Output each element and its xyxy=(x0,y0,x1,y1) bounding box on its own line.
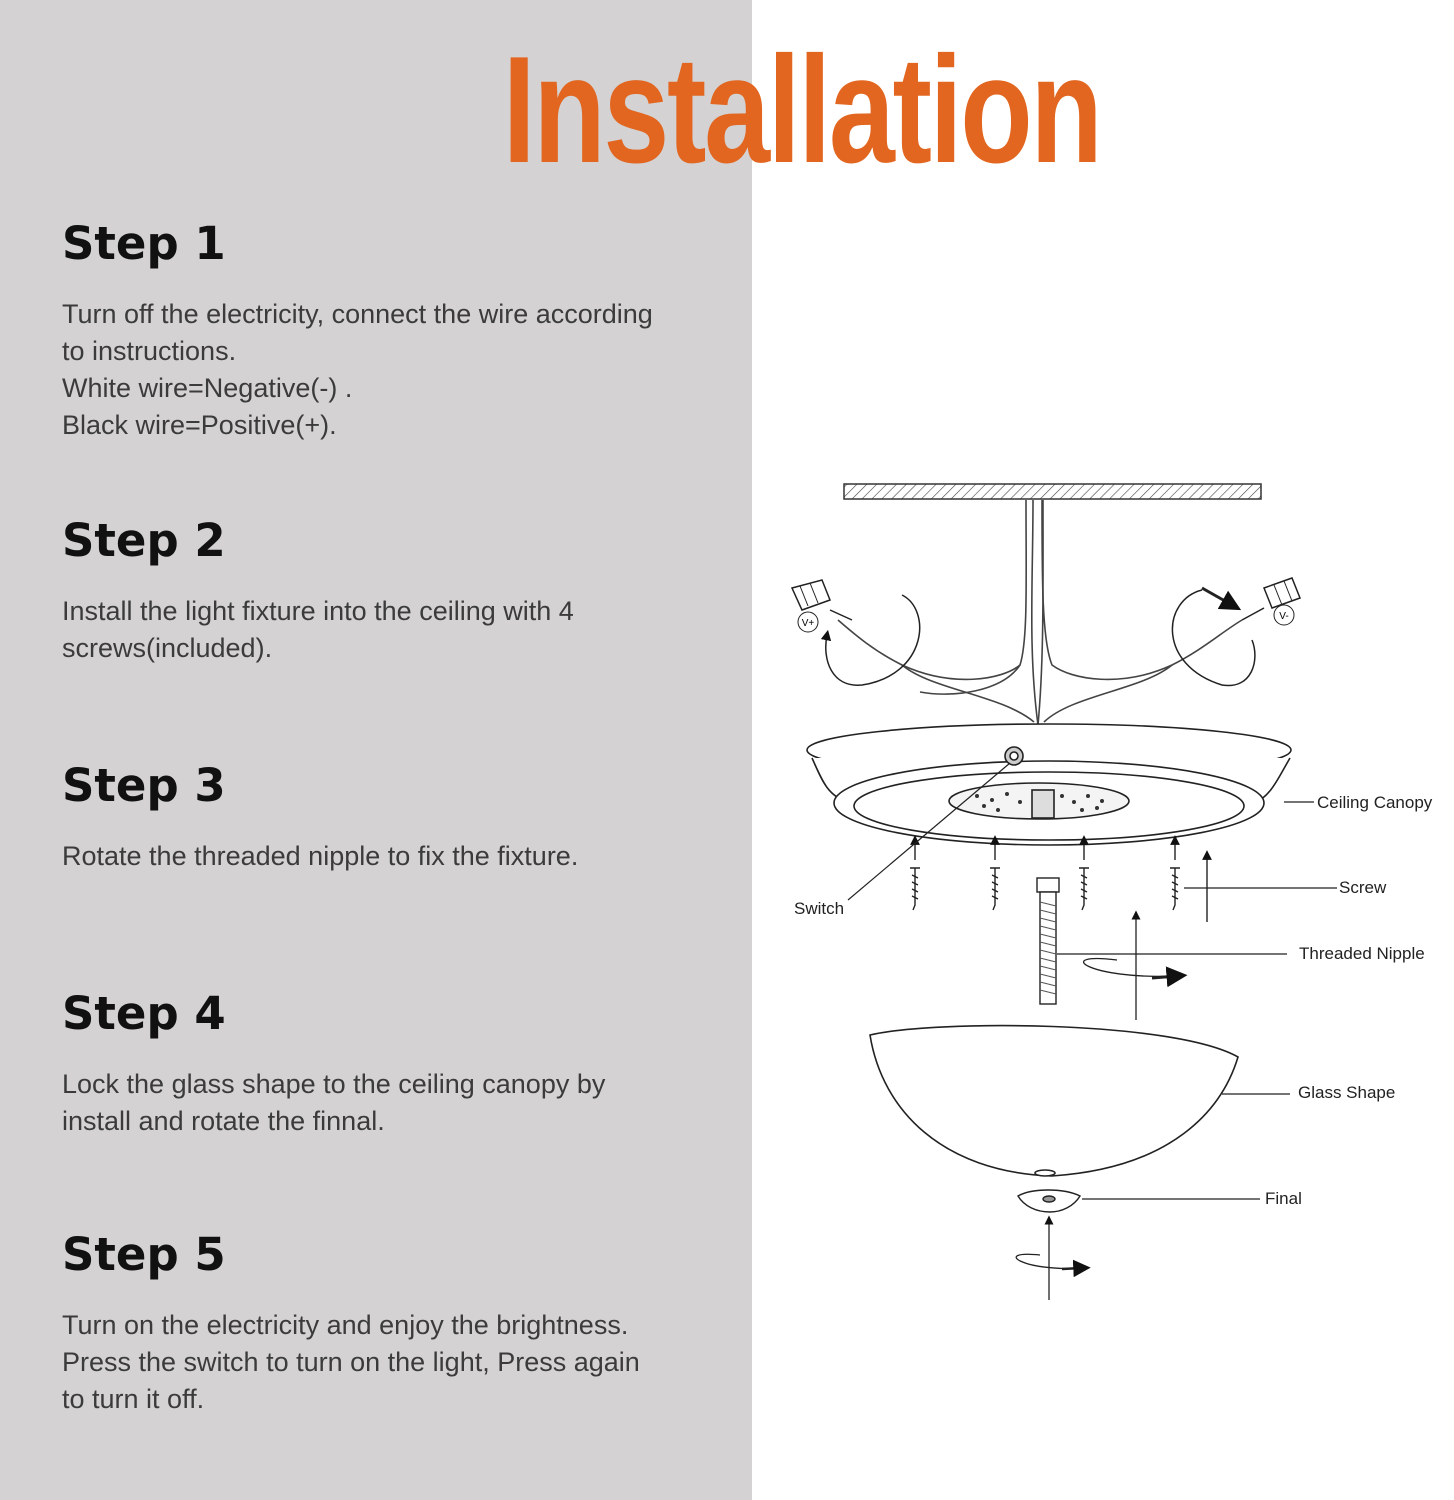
step-line: to turn it off. xyxy=(62,1384,205,1414)
step-title: Step 3 xyxy=(62,759,226,812)
step-description xyxy=(62,1307,742,1418)
final-rotate-arrow xyxy=(1016,1220,1082,1300)
step-title: Step 4 xyxy=(62,987,226,1040)
label-threaded-nipple: Threaded Nipple xyxy=(1299,944,1425,963)
step-line: screws(included). xyxy=(62,633,273,663)
step-description xyxy=(62,593,742,667)
step-2 xyxy=(62,515,742,667)
ceiling-canopy xyxy=(807,724,1291,845)
label-screw: Screw xyxy=(1339,878,1387,897)
label-ceiling-canopy: Ceiling Canopy xyxy=(1317,793,1433,812)
step-description xyxy=(62,296,742,444)
v-plus-label: V+ xyxy=(801,618,815,629)
v-minus-label: V- xyxy=(1279,611,1289,622)
wires xyxy=(838,500,1242,725)
step-line: Black wire=Positive(+). xyxy=(62,410,337,440)
step-title: Step 5 xyxy=(62,1228,226,1281)
step-line: Install the light fixture into the ceiling with 4 xyxy=(62,596,574,626)
step-line: Turn off the electricity, connect the wire according xyxy=(62,299,653,329)
glass-shape xyxy=(870,1026,1238,1176)
step-5 xyxy=(62,1229,742,1418)
nipple-rotate-arrow xyxy=(1084,915,1177,1020)
step-line: install and rotate the finnal. xyxy=(62,1106,385,1136)
step-line: Lock the glass shape to the ceiling canopy by xyxy=(62,1069,606,1099)
label-switch: Switch xyxy=(794,899,845,918)
step-description xyxy=(62,1066,742,1140)
step-line: Press the switch to turn on the light, Press again xyxy=(62,1347,640,1377)
step-1 xyxy=(62,218,742,444)
rotate-arrow-left xyxy=(826,595,920,685)
step-title: Step 1 xyxy=(62,217,226,270)
threaded-nipple xyxy=(1037,878,1059,1004)
step-3 xyxy=(62,760,742,875)
installation-diagram xyxy=(752,460,1454,1320)
label-glass-shape: Glass Shape xyxy=(1298,1083,1396,1102)
label-final: Final xyxy=(1265,1189,1302,1208)
step-line: to instructions. xyxy=(62,336,237,366)
step-title: Step 2 xyxy=(62,514,226,567)
wire-nut-right xyxy=(1242,578,1300,625)
step-line: Rotate the threaded nipple to fix the fixture. xyxy=(62,841,579,871)
step-line: White wire=Negative(-) . xyxy=(62,373,353,403)
rotate-arrow-right xyxy=(1172,590,1254,686)
ceiling-plate xyxy=(844,484,1261,499)
step-4 xyxy=(62,988,742,1140)
step-line: Turn on the electricity and enjoy the brightness. xyxy=(62,1310,629,1340)
page-title: Installation xyxy=(502,25,1101,195)
final-knob xyxy=(1018,1190,1080,1212)
screw-arrows xyxy=(915,840,1207,922)
arrow-right-pointer xyxy=(1202,588,1232,605)
step-description xyxy=(62,838,742,875)
